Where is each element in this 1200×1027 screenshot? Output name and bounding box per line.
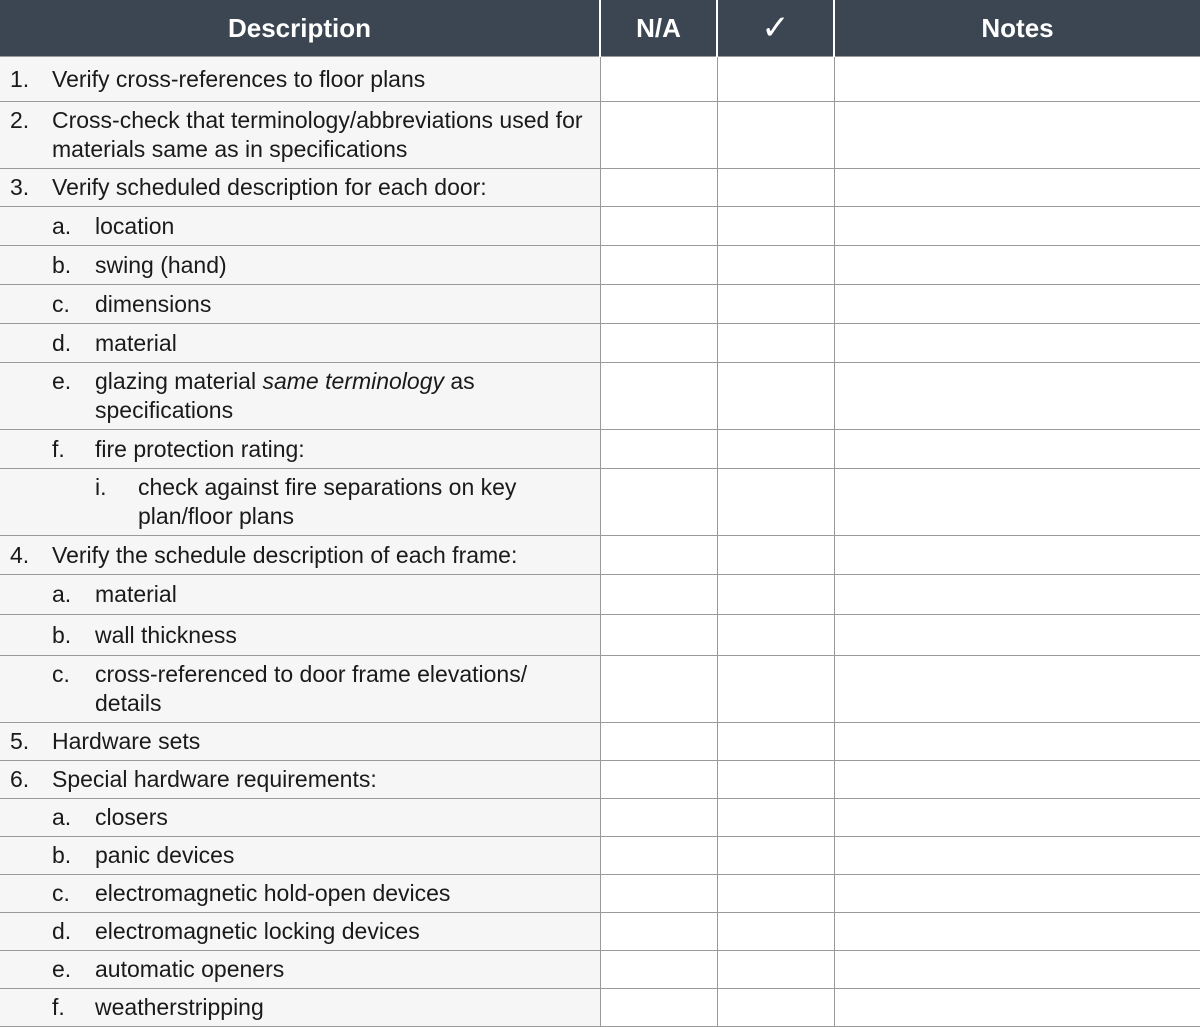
check-cell[interactable]	[717, 799, 834, 837]
check-cell[interactable]	[717, 575, 834, 615]
table-row	[0, 57, 1200, 102]
check-cell[interactable]	[717, 430, 834, 469]
notes-cell[interactable]	[834, 246, 1200, 285]
na-header: N/A	[600, 0, 717, 57]
item-letter: c.	[52, 290, 70, 317]
table-row	[0, 989, 1200, 1027]
description-cell	[0, 723, 600, 761]
check-cell[interactable]	[717, 363, 834, 430]
notes-cell[interactable]	[834, 363, 1200, 430]
na-cell[interactable]	[600, 536, 717, 575]
item-letter: e.	[52, 956, 72, 982]
item-letter: b.	[52, 842, 72, 868]
item-letter: b.	[52, 251, 72, 278]
item-text: electromagnetic hold-open devices	[95, 880, 451, 906]
na-cell[interactable]	[600, 615, 717, 656]
na-cell[interactable]	[600, 989, 717, 1027]
item-letter: d.	[52, 329, 72, 356]
item-letter: b.	[52, 621, 72, 648]
notes-cell[interactable]	[834, 723, 1200, 761]
na-cell[interactable]	[600, 575, 717, 615]
notes-cell[interactable]	[834, 57, 1200, 102]
item-number: 3.	[10, 174, 30, 200]
emphasis-text: same terminology	[262, 368, 444, 394]
table-row	[0, 207, 1200, 246]
item-text: Hardware sets	[52, 728, 201, 754]
description-cell	[0, 169, 600, 207]
table-row	[0, 536, 1200, 575]
description-cell	[0, 615, 600, 656]
notes-cell[interactable]	[834, 913, 1200, 951]
table-row	[0, 324, 1200, 363]
check-cell[interactable]	[717, 723, 834, 761]
notes-cell[interactable]	[834, 951, 1200, 989]
table-row	[0, 615, 1200, 656]
na-cell[interactable]	[600, 285, 717, 324]
item-number: 1.	[10, 65, 30, 92]
item-letter: f.	[52, 994, 65, 1020]
check-cell[interactable]	[717, 875, 834, 913]
item-text: Verify scheduled description for each door:	[52, 174, 487, 200]
check-cell[interactable]	[717, 615, 834, 656]
notes-cell[interactable]	[834, 207, 1200, 246]
na-cell[interactable]	[600, 430, 717, 469]
item-letter: c.	[52, 661, 70, 687]
item-text: swing (hand)	[95, 251, 227, 278]
table-row	[0, 102, 1200, 169]
description-cell	[0, 102, 600, 169]
header-row	[0, 0, 1200, 57]
notes-cell[interactable]	[834, 656, 1200, 723]
na-cell[interactable]	[600, 837, 717, 875]
description-cell	[0, 761, 600, 799]
description-cell	[0, 913, 600, 951]
notes-cell[interactable]	[834, 169, 1200, 207]
check-cell[interactable]	[717, 207, 834, 246]
na-cell[interactable]	[600, 363, 717, 430]
description-cell	[0, 324, 600, 363]
description-cell	[0, 837, 600, 875]
item-letter: e.	[52, 368, 72, 394]
table-row	[0, 951, 1200, 989]
check-cell[interactable]	[717, 102, 834, 169]
notes-cell[interactable]	[834, 615, 1200, 656]
item-number: 2.	[10, 107, 30, 133]
table-row	[0, 246, 1200, 285]
item-text: Special hardware requirements:	[52, 766, 377, 792]
na-cell[interactable]	[600, 102, 717, 169]
check-cell[interactable]	[717, 324, 834, 363]
item-text: weatherstripping	[95, 994, 264, 1020]
description-cell	[0, 989, 600, 1027]
item-text: fire protection rating:	[95, 435, 305, 462]
table-row	[0, 723, 1200, 761]
description-cell	[0, 246, 600, 285]
na-cell[interactable]	[600, 951, 717, 989]
item-roman: i.	[95, 474, 107, 500]
description-cell	[0, 285, 600, 324]
check-cell[interactable]	[717, 913, 834, 951]
na-cell[interactable]	[600, 913, 717, 951]
table-row	[0, 837, 1200, 875]
item-text: automatic openers	[95, 956, 285, 982]
description-cell	[0, 799, 600, 837]
na-cell[interactable]	[600, 246, 717, 285]
check-cell[interactable]	[717, 536, 834, 575]
table-row	[0, 285, 1200, 324]
check-cell[interactable]	[717, 246, 834, 285]
na-cell[interactable]	[600, 169, 717, 207]
table-row	[0, 799, 1200, 837]
notes-cell[interactable]	[834, 102, 1200, 169]
item-text: electromagnetic locking devices	[95, 918, 420, 944]
check-cell[interactable]	[717, 57, 834, 102]
table-row	[0, 761, 1200, 799]
check-cell[interactable]	[717, 761, 834, 799]
description-cell	[0, 536, 600, 575]
notes-cell[interactable]	[834, 837, 1200, 875]
item-text: check against fire separations on key plan/floor plans	[138, 474, 517, 529]
item-letter: f.	[52, 435, 65, 462]
na-cell[interactable]	[600, 761, 717, 799]
notes-cell[interactable]	[834, 761, 1200, 799]
notes-header: Notes	[834, 0, 1200, 57]
na-cell[interactable]	[600, 207, 717, 246]
item-letter: d.	[52, 918, 72, 944]
item-text: glazing material same terminology as specifications	[95, 368, 475, 423]
item-letter: a.	[52, 804, 72, 830]
notes-cell[interactable]	[834, 469, 1200, 536]
table-row	[0, 875, 1200, 913]
item-number: 6.	[10, 766, 30, 792]
notes-cell[interactable]	[834, 575, 1200, 615]
description-header: Description	[0, 0, 600, 57]
notes-cell[interactable]	[834, 799, 1200, 837]
table-row	[0, 913, 1200, 951]
na-cell[interactable]	[600, 656, 717, 723]
notes-cell[interactable]	[834, 989, 1200, 1027]
item-number: 4.	[10, 541, 30, 568]
item-text: panic devices	[95, 842, 235, 868]
description-cell	[0, 656, 600, 723]
item-letter: a.	[52, 581, 72, 607]
table-row	[0, 430, 1200, 469]
item-text: Cross-check that terminology/abbreviations used for materials same as in specifications	[52, 107, 583, 162]
notes-cell[interactable]	[834, 285, 1200, 324]
item-letter: c.	[52, 880, 70, 906]
description-cell	[0, 57, 600, 102]
item-text: location	[95, 212, 175, 239]
na-cell[interactable]	[600, 723, 717, 761]
notes-cell[interactable]	[834, 536, 1200, 575]
description-cell	[0, 469, 600, 536]
description-cell	[0, 951, 600, 989]
na-cell[interactable]	[600, 57, 717, 102]
na-cell[interactable]	[600, 324, 717, 363]
item-text: Verify cross-references to floor plans	[52, 65, 426, 92]
description-cell	[0, 875, 600, 913]
table-row	[0, 656, 1200, 723]
check-cell[interactable]	[717, 989, 834, 1027]
description-cell	[0, 207, 600, 246]
na-cell[interactable]	[600, 799, 717, 837]
check-cell[interactable]	[717, 656, 834, 723]
item-text: material	[95, 329, 177, 356]
check-cell[interactable]	[717, 469, 834, 536]
item-letter: a.	[52, 212, 72, 239]
checkmark-icon: ✓	[761, 8, 790, 47]
item-text: cross-referenced to door frame elevations/ details	[95, 661, 528, 716]
table-row	[0, 169, 1200, 207]
item-text: wall thickness	[95, 621, 237, 648]
check-cell[interactable]	[717, 285, 834, 324]
description-cell	[0, 363, 600, 430]
description-cell	[0, 430, 600, 469]
notes-cell[interactable]	[834, 875, 1200, 913]
item-text: material	[95, 581, 177, 607]
check-header	[717, 0, 834, 57]
table-row	[0, 469, 1200, 536]
notes-cell[interactable]	[834, 430, 1200, 469]
item-text: closers	[95, 804, 168, 830]
check-cell[interactable]	[717, 169, 834, 207]
table-row	[0, 575, 1200, 615]
item-number: 5.	[10, 728, 30, 754]
na-cell[interactable]	[600, 469, 717, 536]
table-row	[0, 363, 1200, 430]
description-cell	[0, 575, 600, 615]
notes-cell[interactable]	[834, 324, 1200, 363]
item-text: Verify the schedule description of each frame:	[52, 541, 518, 568]
item-text: dimensions	[95, 290, 212, 317]
check-cell[interactable]	[717, 951, 834, 989]
check-cell[interactable]	[717, 837, 834, 875]
na-cell[interactable]	[600, 875, 717, 913]
